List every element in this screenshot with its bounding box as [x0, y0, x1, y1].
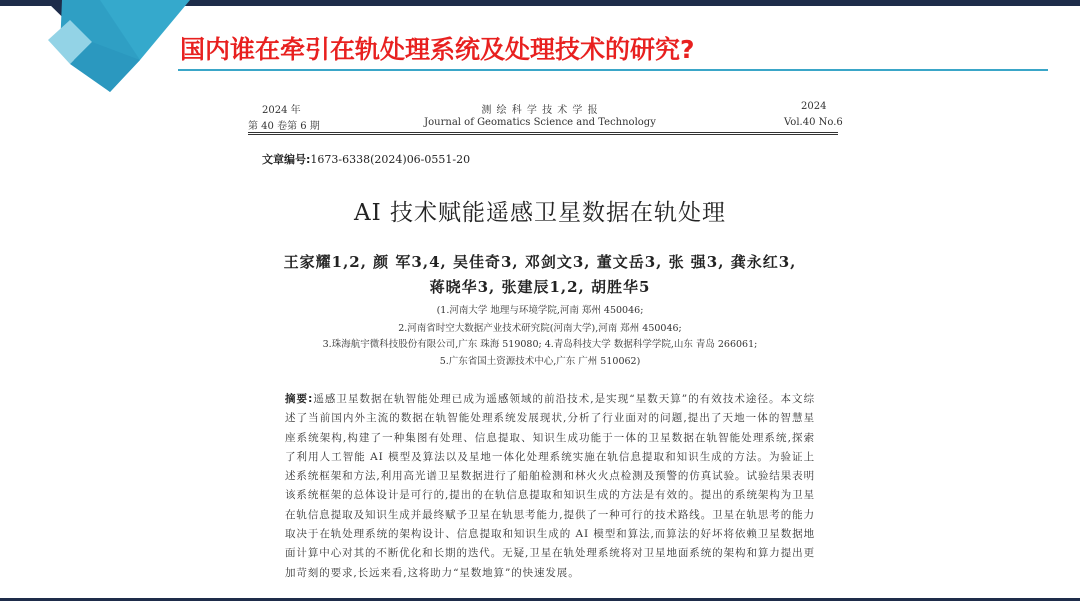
header-year-left: 2024 年: [262, 105, 301, 116]
affiliation-4: 5.广东省国土资源技术中心,广东 广州 510062): [439, 356, 641, 367]
header-volume-right: Vol.40 No.6: [784, 117, 843, 128]
header-journal-en: Journal of Geomatics Science and Technology: [424, 117, 656, 128]
article-number-label: 文章编号:: [262, 153, 311, 166]
affiliation-3: 3.珠海航宇微科技股份有限公司,广东 珠海 519080; 4.青岛科技大学 数据科学学院,山东 青岛 266061;: [322, 339, 758, 350]
affiliation-1: (1.河南大学 地理与环境学院,河南 郑州 450046;: [436, 305, 644, 316]
affiliation-2: 2.河南省时空大数据产业技术研究院(河南大学),河南 郑州 450046;: [398, 323, 682, 334]
slide-title: 国内谁在牵引在轨处理系统及处理技术的研究?: [180, 35, 695, 64]
header-rule: [248, 132, 838, 133]
authors-line-1: 王家耀1,2, 颜 军3,4, 吴佳奇3, 邓剑文3, 董文岳3, 张 强3, 龚永红3,: [283, 253, 797, 271]
header-volume-left: 第 40 卷第 6 期: [248, 121, 320, 132]
abstract-label: 摘要:: [285, 393, 314, 405]
authors-line-2: 蒋晓华3, 张建辰1,2, 胡胜华5: [429, 278, 651, 296]
paper-title: AI 技术赋能遥感卫星数据在轨处理: [353, 200, 726, 226]
header-rule-thin: [248, 134, 838, 135]
article-number-value: 1673-6338(2024)06-0551-20: [310, 153, 471, 166]
abstract-text: 遥感卫星数据在轨智能处理已成为遥感领域的前沿技术,是实现“星数天算”的有效技术途径。本文综述了当前国内外主流的数据在轨智能处理系统发展现状,分析了行业面对的问题,提出了天地一体的智慧星座系统架构,构建了一种集图有处理、信息提取、知识生成功能于一体的卫星数据在轨智能处理系统,探索了利用人工智能 AI 模型及算法以及星地一体化处理系统实施在轨信息提取和知识生成的方法。为验证上述系统框架和方法,利用高光谱卫星数据进行了船舶检测和林火火点检测及预警的仿真试验。试验结果表明该系统框架的总体设计是可行的,提出的在轨信息提取和知识生成的方法是有效的。提出的系统架构为卫星在轨信息提取及知识生成并最终赋予卫星在轨思考能力,提供了一种可行的技术路线。卫星在轨思考的能力取决于在轨处理系统的架构设计、信息提取和知识生成的 AI 模型和算法,而算法的好坏将依赖卫星数据地面计算中心对其的不断优化和长期的迭代。无疑,卫星在轨处理系统将对卫星地面系统的架构和算力提出更加苛刻的要求,长远来看,这将助力“星数地算”的快速发展。: [285, 393, 815, 579]
header-journal-cn: 测 绘 科 学 技 术 学 报: [481, 105, 599, 116]
article-number: [262, 151, 470, 167]
abstract: [285, 390, 815, 583]
header-year-right: 2024: [801, 101, 827, 112]
